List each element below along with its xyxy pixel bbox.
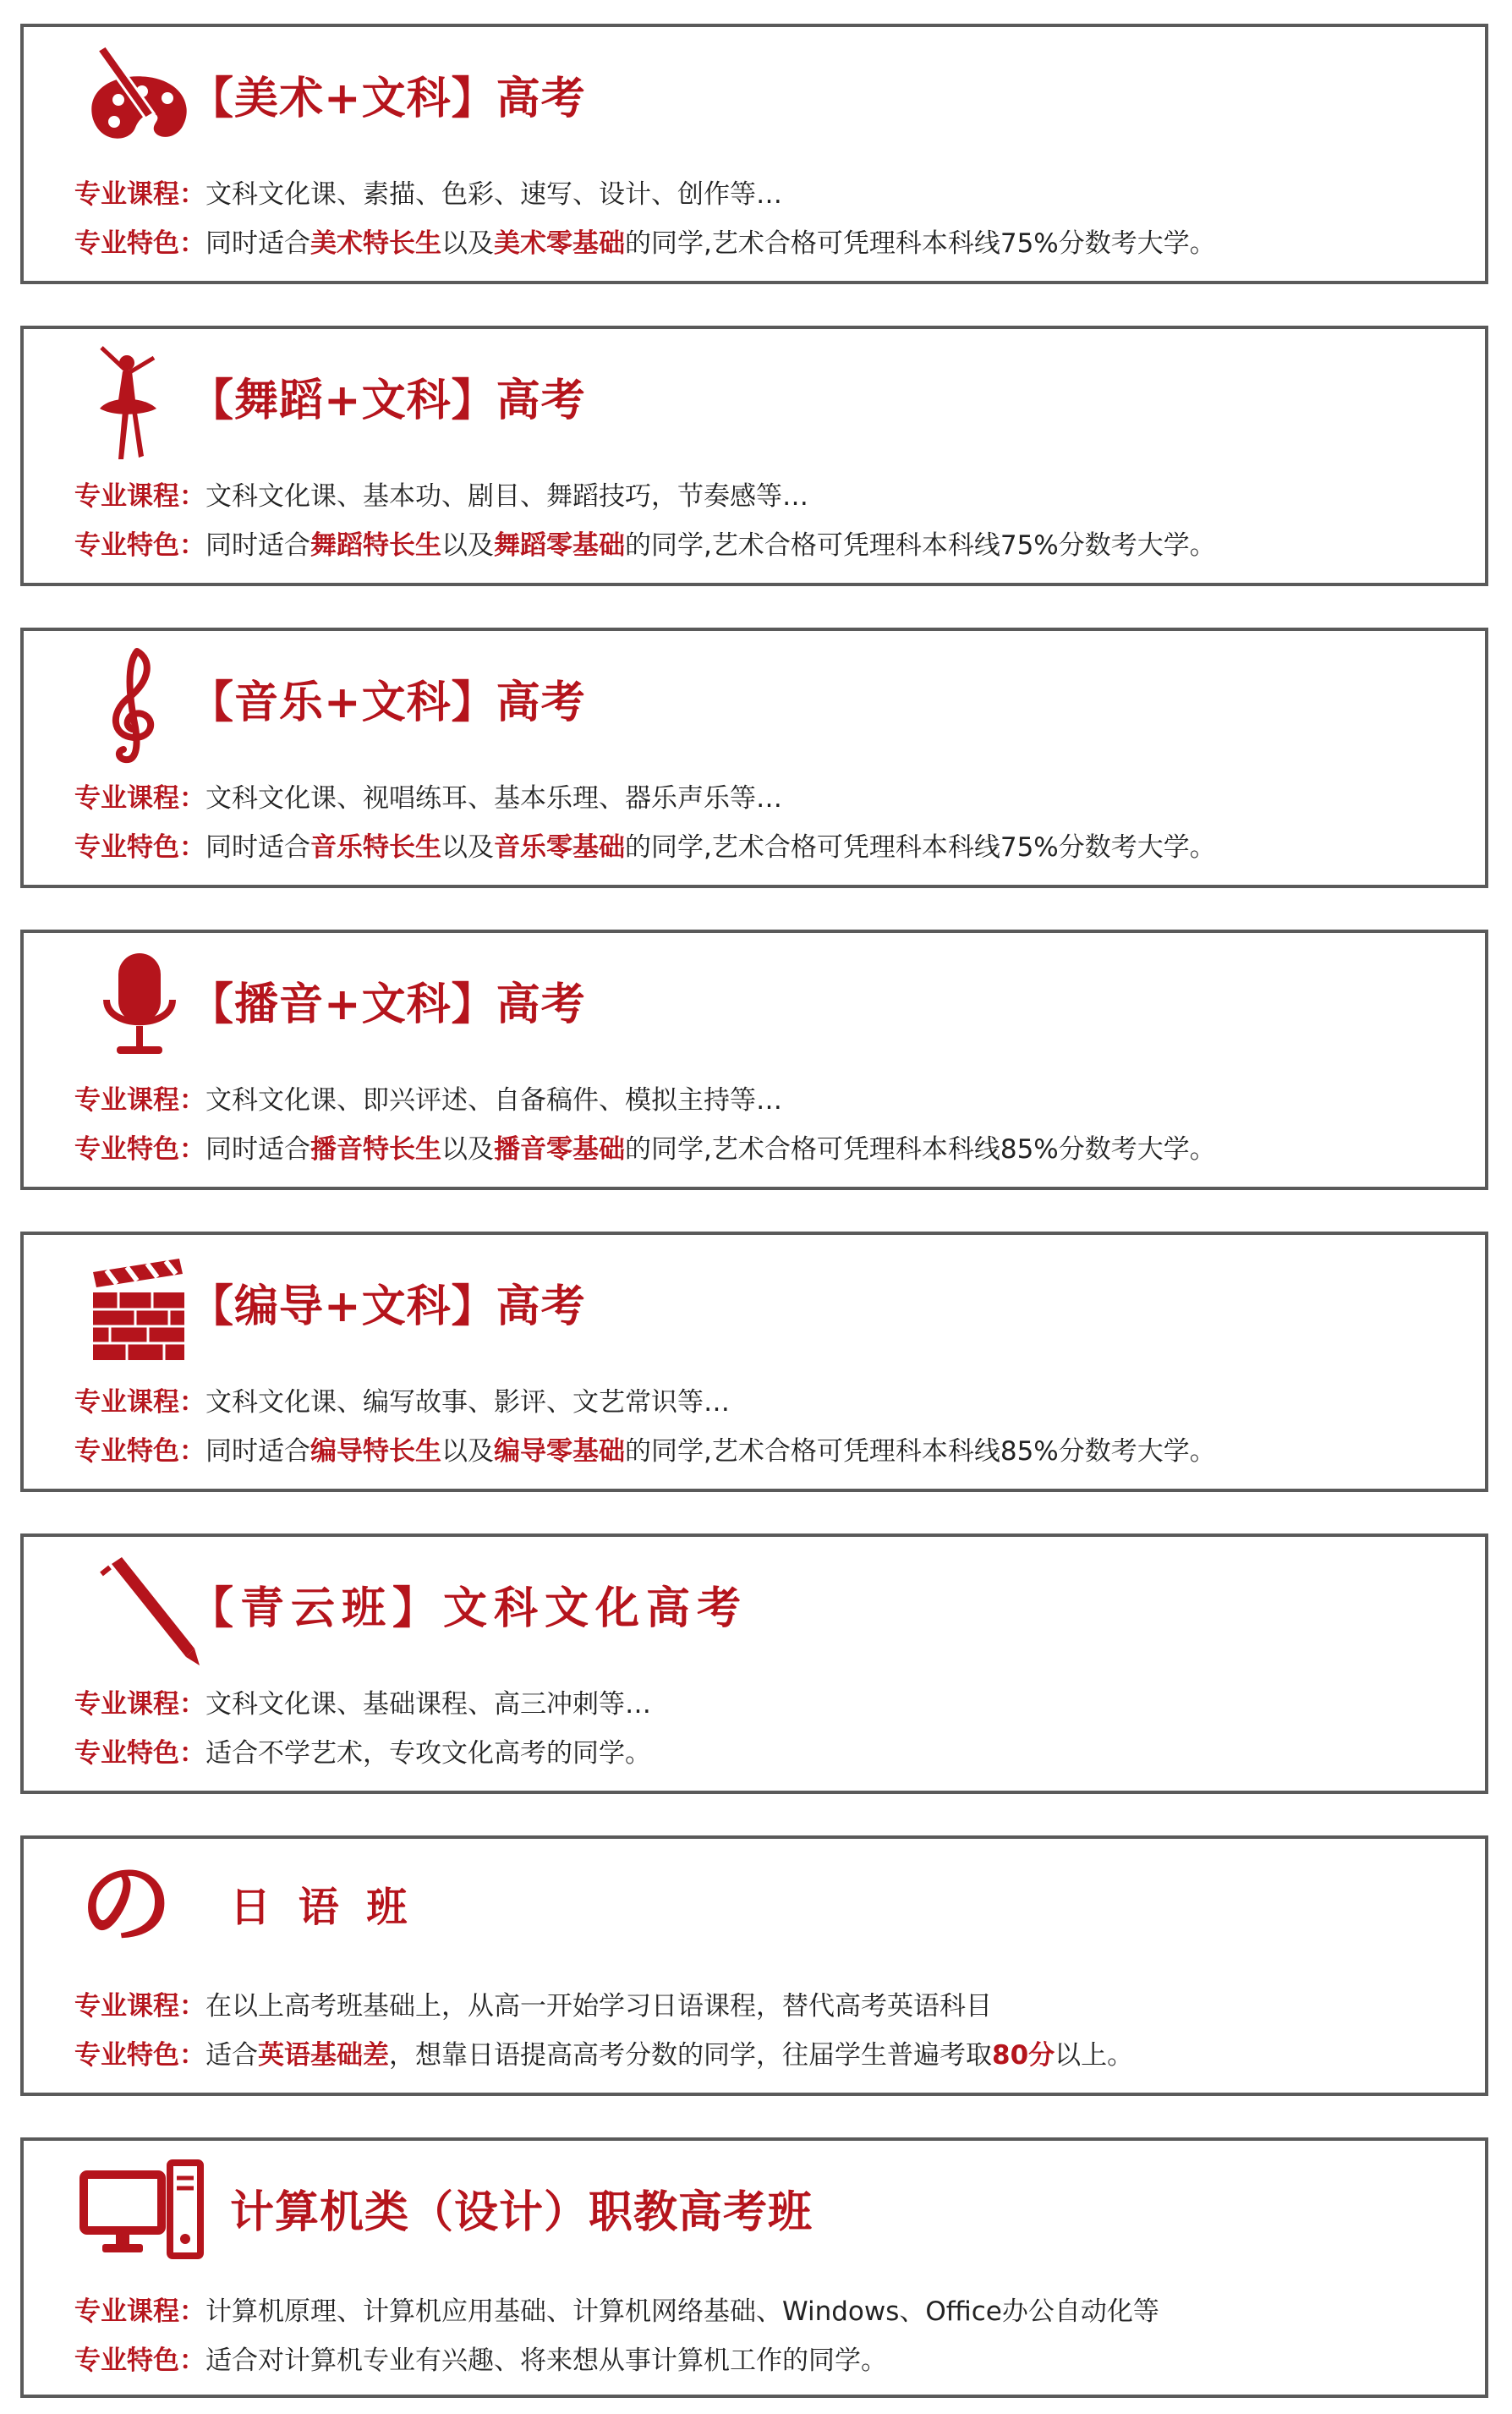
course-card-qingyun <box>20 1533 1488 1794</box>
feature-label: 专业特色： <box>74 1134 205 1165</box>
course-line <box>74 2290 1159 2328</box>
clapperboard-icon <box>76 1247 203 1374</box>
course-text: 文科文化课、素描、色彩、速写、设计、创作等… <box>205 179 782 210</box>
pen-icon <box>76 1549 203 1676</box>
feature-text: 适合 <box>205 2040 258 2071</box>
ballerina-icon <box>76 341 203 468</box>
feature-label: 专业特色： <box>74 530 205 561</box>
feature-highlight: 播音零基础 <box>494 1134 625 1165</box>
card-title: 日 语 班 <box>230 1884 414 1931</box>
computer-icon <box>74 2151 210 2278</box>
feature-highlight: 音乐零基础 <box>494 832 625 863</box>
course-line <box>74 1682 651 1720</box>
feature-text: ，想靠日语提高高考分数的同学，往届学生普遍考取 <box>389 2040 992 2071</box>
course-card-broadcast <box>20 930 1488 1190</box>
feature-highlight: 编导零基础 <box>494 1436 625 1467</box>
feature-text: 以及 <box>441 530 494 561</box>
course-card-directing <box>20 1232 1488 1492</box>
course-text: 计算机原理、计算机应用基础、计算机网络基础、Windows、Office办公自动化等 <box>205 2296 1159 2327</box>
icon-glyph: の <box>79 1849 173 1958</box>
card-title: 【舞蹈+文科】高考 <box>189 375 586 426</box>
feature-highlight: 英语基础差 <box>258 2040 389 2071</box>
feature-text: 同时适合 <box>205 832 310 863</box>
course-label: 专业课程： <box>74 1689 205 1720</box>
course-card-computer <box>20 2137 1488 2398</box>
course-label: 专业课程： <box>74 1085 205 1116</box>
palette-brush-icon <box>76 39 203 166</box>
feature-label: 专业特色： <box>74 2040 205 2071</box>
feature-label: 专业特色： <box>74 832 205 863</box>
card-title: 【编导+文科】高考 <box>189 1281 586 1332</box>
feature-line <box>74 2339 887 2377</box>
hiragana-no-icon <box>79 1841 173 1967</box>
course-line <box>74 776 782 815</box>
feature-text: 以及 <box>441 832 494 863</box>
course-card-dance <box>20 326 1488 586</box>
feature-highlight: 80分 <box>992 2040 1055 2071</box>
course-text: 文科文化课、基本功、剧目、舞蹈技巧，节奏感等… <box>205 481 808 512</box>
card-title: 【青云班】文科文化高考 <box>189 1583 748 1634</box>
card-title: 【播音+文科】高考 <box>189 979 586 1030</box>
feature-line <box>74 1127 1216 1166</box>
feature-text: 以及 <box>441 1134 494 1165</box>
feature-highlight: 舞蹈零基础 <box>494 530 625 561</box>
microphone-icon <box>76 945 203 1072</box>
feature-highlight: 播音特长生 <box>310 1134 441 1165</box>
card-title: 【美术+文科】高考 <box>189 73 586 124</box>
feature-label: 专业特色： <box>74 1738 205 1769</box>
feature-text: 适合对计算机专业有兴趣、将来想从事计算机工作的同学。 <box>205 2345 887 2376</box>
feature-text: 的同学,艺术合格可凭理科本科线85%分数考大学。 <box>625 1134 1216 1165</box>
feature-text: 适合不学艺术，专攻文化高考的同学。 <box>205 1738 651 1769</box>
feature-label: 专业特色： <box>74 1436 205 1467</box>
course-card-art <box>20 24 1488 284</box>
feature-text: 以及 <box>441 228 494 259</box>
course-text: 文科文化课、即兴评述、自备稿件、模拟主持等… <box>205 1085 782 1116</box>
course-line <box>74 173 782 211</box>
feature-label: 专业特色： <box>74 228 205 259</box>
feature-highlight: 美术零基础 <box>494 228 625 259</box>
feature-text: 以及 <box>441 1436 494 1467</box>
feature-line <box>74 1429 1216 1468</box>
feature-text: 同时适合 <box>205 1436 310 1467</box>
course-text: 文科文化课、编写故事、影评、文艺常识等… <box>205 1387 730 1418</box>
feature-line <box>74 1731 651 1769</box>
feature-text: 的同学,艺术合格可凭理科本科线75%分数考大学。 <box>625 228 1216 259</box>
course-line <box>74 1984 992 2022</box>
feature-text: 同时适合 <box>205 1134 310 1165</box>
feature-highlight: 音乐特长生 <box>310 832 441 863</box>
course-label: 专业课程： <box>74 1387 205 1418</box>
feature-line <box>74 524 1216 562</box>
feature-label: 专业特色： <box>74 2345 205 2376</box>
feature-text: 的同学,艺术合格可凭理科本科线75%分数考大学。 <box>625 832 1216 863</box>
feature-line <box>74 2033 1133 2071</box>
feature-line <box>74 222 1216 260</box>
course-text: 在以上高考班基础上，从高一开始学习日语课程，替代高考英语科目 <box>205 1991 992 2022</box>
feature-text: 以上。 <box>1055 2040 1134 2071</box>
course-card-japanese <box>20 1835 1488 2096</box>
course-text: 文科文化课、视唱练耳、基本乐理、器乐声乐等… <box>205 783 782 814</box>
feature-highlight: 美术特长生 <box>310 228 441 259</box>
course-text: 文科文化课、基础课程、高三冲刺等… <box>205 1689 651 1720</box>
feature-text: 同时适合 <box>205 530 310 561</box>
course-card-music <box>20 628 1488 888</box>
course-label: 专业课程： <box>74 1991 205 2022</box>
feature-highlight: 编导特长生 <box>310 1436 441 1467</box>
course-label: 专业课程： <box>74 783 205 814</box>
feature-highlight: 舞蹈特长生 <box>310 530 441 561</box>
feature-text: 同时适合 <box>205 228 310 259</box>
feature-line <box>74 826 1216 864</box>
card-title: 计算机类（设计）职教高考班 <box>230 2186 814 2238</box>
course-line <box>74 475 808 513</box>
feature-text: 的同学,艺术合格可凭理科本科线85%分数考大学。 <box>625 1436 1216 1467</box>
course-line <box>74 1380 730 1418</box>
course-label: 专业课程： <box>74 179 205 210</box>
course-label: 专业课程： <box>74 481 205 512</box>
treble-clef-icon <box>76 643 203 770</box>
card-title: 【音乐+文科】高考 <box>189 677 586 728</box>
feature-text: 的同学,艺术合格可凭理科本科线75%分数考大学。 <box>625 530 1216 561</box>
course-line <box>74 1078 782 1116</box>
course-label: 专业课程： <box>74 2296 205 2327</box>
